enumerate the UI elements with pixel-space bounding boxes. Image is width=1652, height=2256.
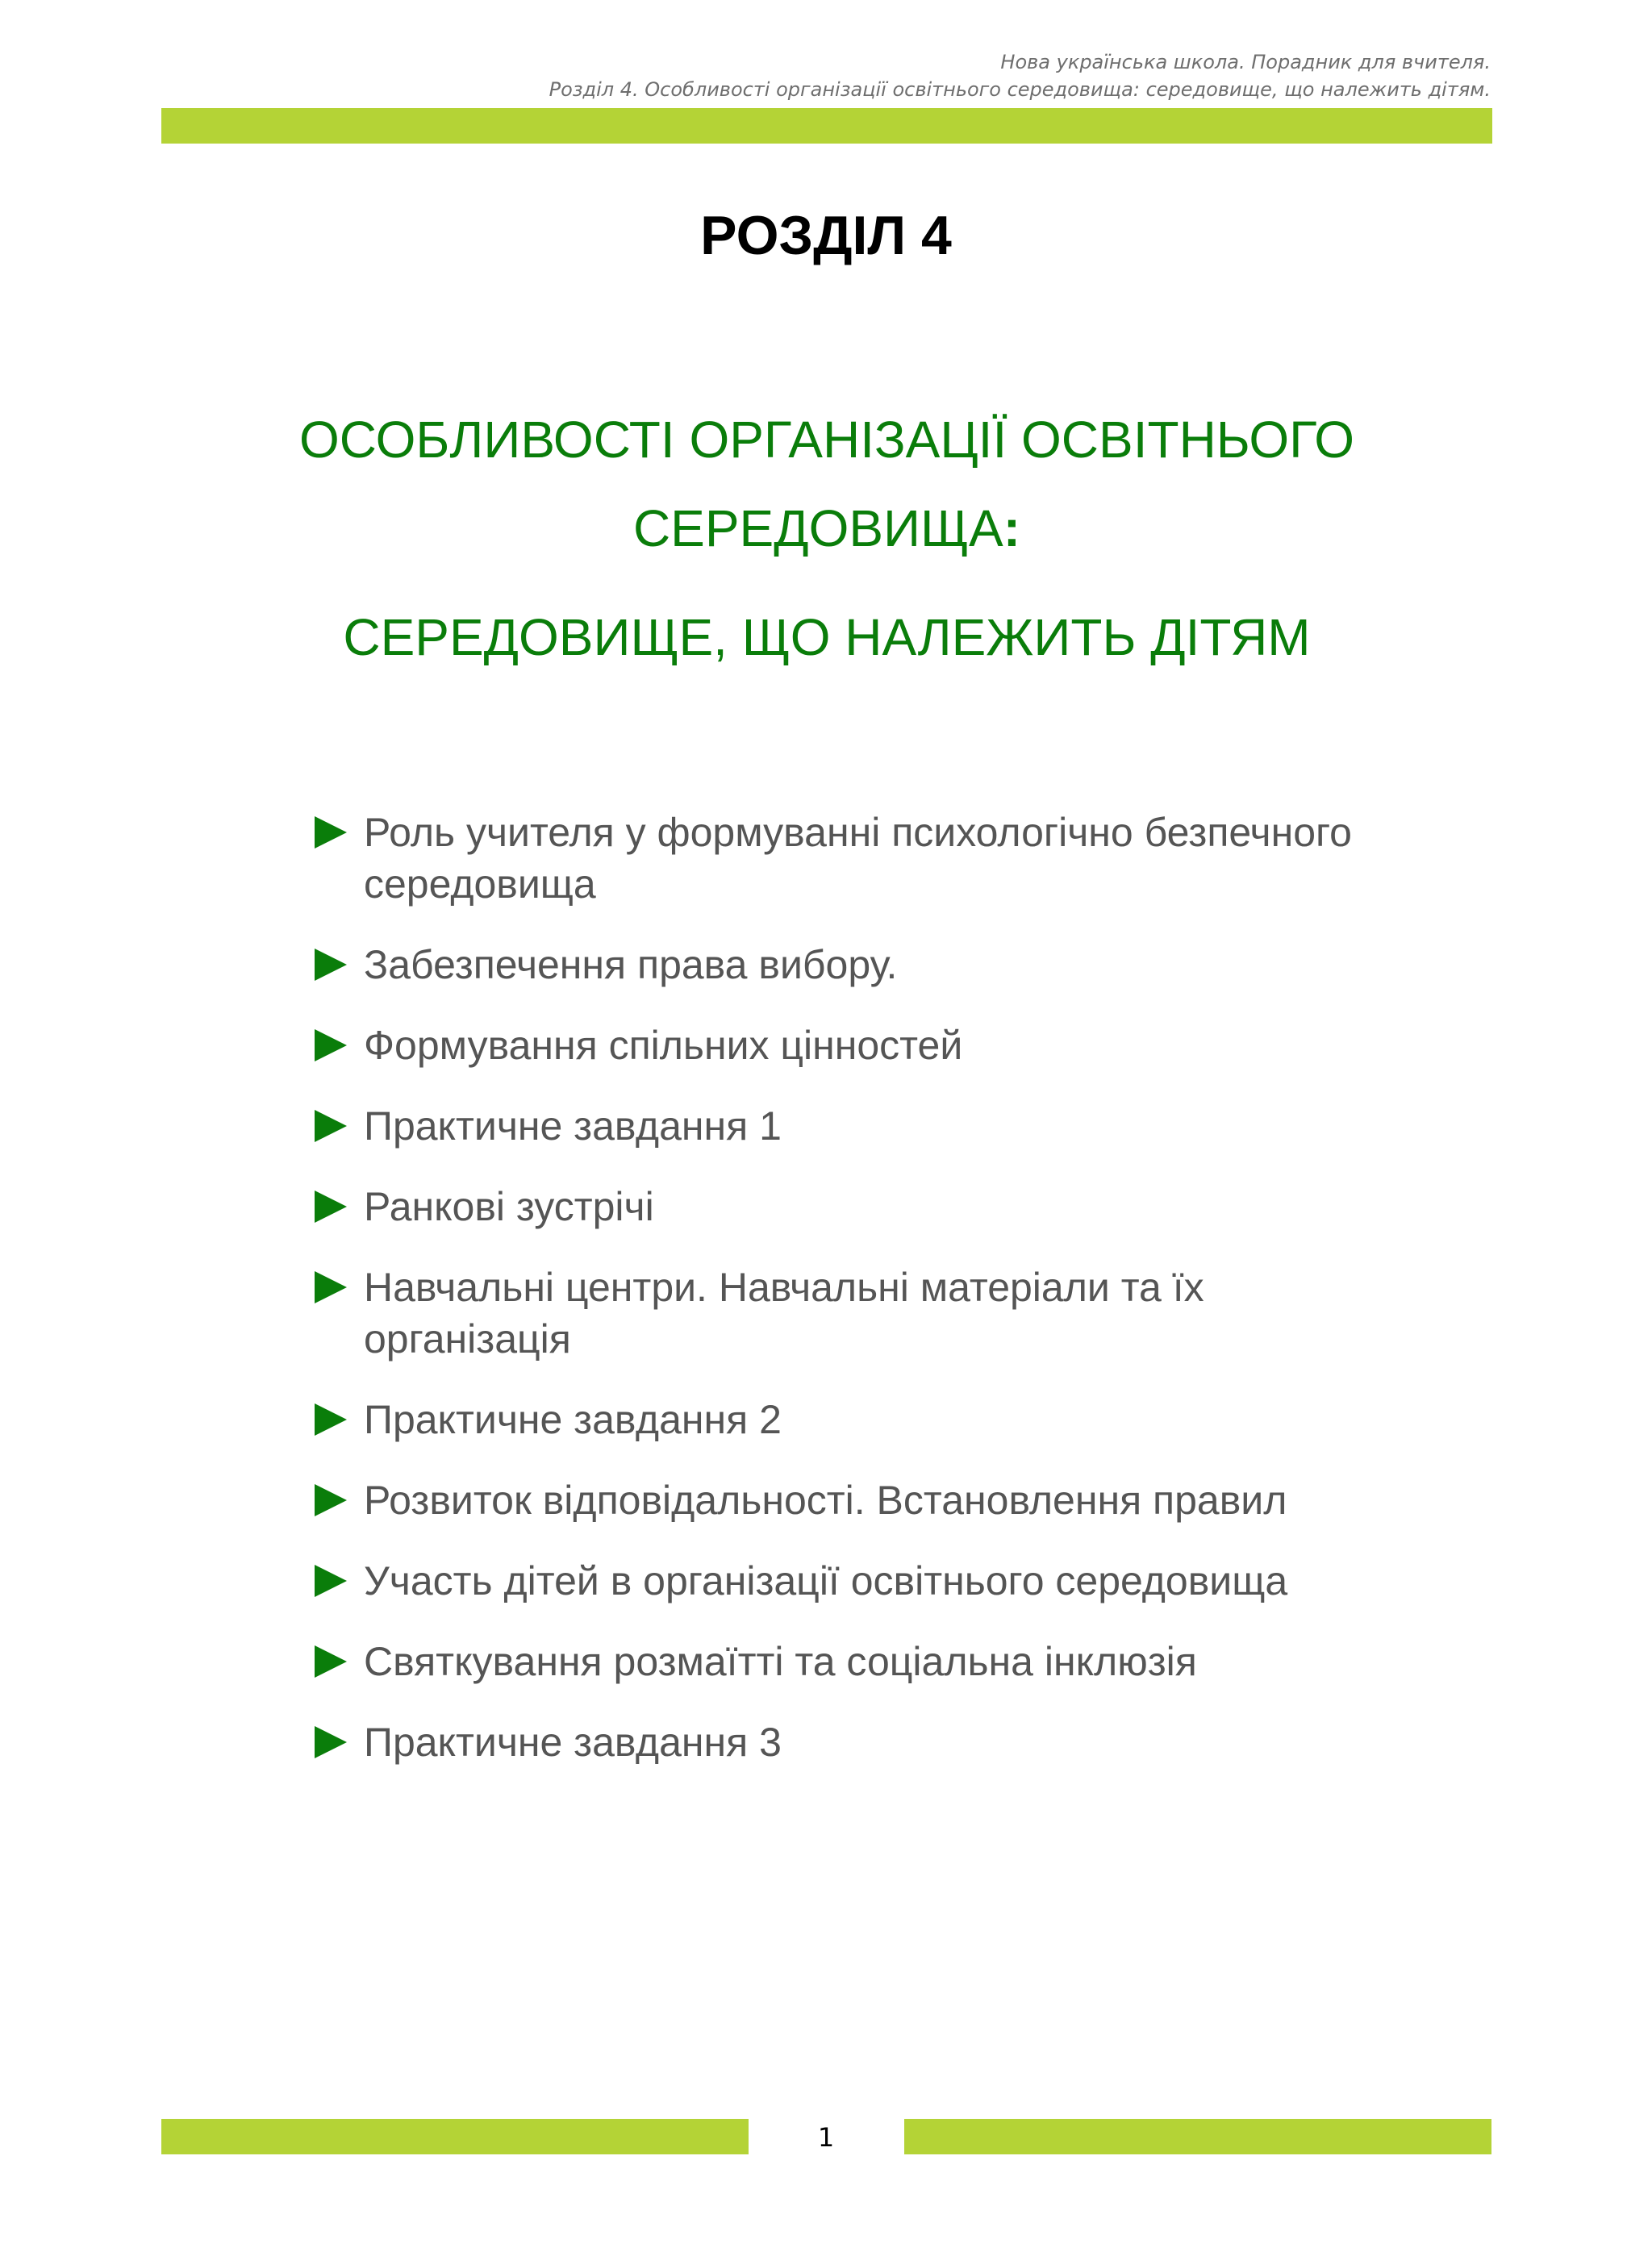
- chapter-title: [161, 395, 1492, 573]
- contents-list-item: [311, 1261, 1359, 1365]
- triangle-bullet-icon: [315, 1029, 347, 1061]
- contents-item-text: Розвиток відповідальності. Встановлення правил: [364, 1478, 1287, 1523]
- triangle-bullet-icon: [315, 1726, 347, 1758]
- chapter-subtitle: СЕРЕДОВИЩЕ, ЩО НАЛЕЖИТЬ ДІТЯМ: [343, 608, 1311, 666]
- chapter-title-line-2: [161, 484, 1492, 573]
- contents-item-text: Роль учителя у формуванні психологічно безпечного середовища: [364, 810, 1352, 907]
- contents-list: [311, 807, 1359, 1797]
- chapter-title-line-2-text: СЕРЕДОВИЩА: [632, 499, 1003, 557]
- contents-list-item: [311, 1636, 1359, 1687]
- section-label: РОЗДІЛ 4: [700, 205, 952, 266]
- running-header: [549, 48, 1491, 103]
- contents-list-item: [311, 1716, 1359, 1768]
- triangle-bullet-icon: [315, 1403, 347, 1436]
- triangle-bullet-icon: [315, 816, 347, 849]
- contents-list-item: [311, 1394, 1359, 1445]
- contents-item-text: Святкування розмаїтті та соціальна інклюзія: [364, 1639, 1197, 1684]
- contents-item-text: Формування спільних цінностей: [364, 1023, 963, 1068]
- contents-list-item: [311, 939, 1359, 990]
- contents-item-text: Навчальні центри. Навчальні матеріали та їх організація: [364, 1265, 1204, 1362]
- triangle-bullet-icon: [315, 1645, 347, 1678]
- contents-list-item: [311, 1474, 1359, 1526]
- contents-list-item: [311, 1181, 1359, 1232]
- triangle-bullet-icon: [315, 1110, 347, 1142]
- triangle-bullet-icon: [315, 1191, 347, 1223]
- contents-list-item: [311, 807, 1359, 910]
- triangle-bullet-icon: [315, 1271, 347, 1303]
- contents-list-item: [311, 1020, 1359, 1071]
- contents-list-item: [311, 1555, 1359, 1607]
- triangle-bullet-icon: [315, 1565, 347, 1597]
- contents-item-text: Ранкові зустрічі: [364, 1184, 654, 1229]
- chapter-title-colon: :: [1003, 499, 1021, 557]
- header-line-2: Розділ 4. Особливості організації освітнього середовища: середовище, що належить дітям.: [549, 78, 1491, 101]
- chapter-title-line-1: ОСОБЛИВОСТІ ОРГАНІЗАЦІЇ ОСВІТНЬОГО: [298, 411, 1355, 469]
- page-number: 1: [817, 2122, 835, 2153]
- footer-accent-bar-right: [904, 2119, 1491, 2154]
- contents-item-text: Практичне завдання 3: [364, 1720, 782, 1765]
- header-line-1: Нова українська школа. Порадник для вчителя.: [1000, 51, 1491, 73]
- contents-item-text: Участь дітей в організації освітнього середовища: [364, 1558, 1288, 1603]
- contents-item-text: Забезпечення права вибору.: [364, 942, 898, 987]
- contents-item-text: Практичне завдання 2: [364, 1397, 782, 1442]
- contents-list-item: [311, 1100, 1359, 1152]
- triangle-bullet-icon: [315, 1484, 347, 1516]
- header-accent-bar: [161, 108, 1492, 144]
- triangle-bullet-icon: [315, 949, 347, 981]
- contents-item-text: Практичне завдання 1: [364, 1103, 782, 1149]
